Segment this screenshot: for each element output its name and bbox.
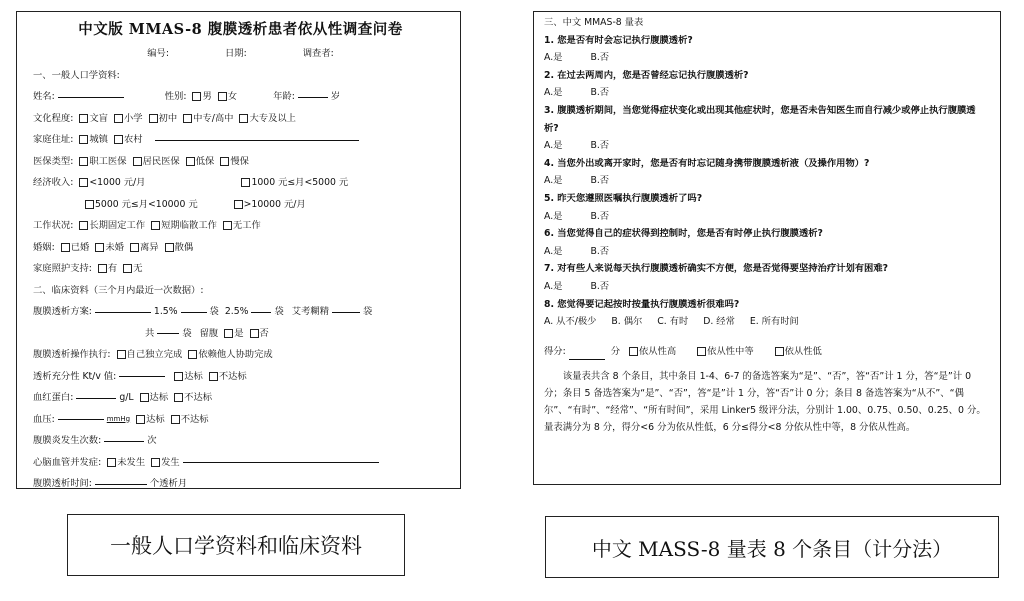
date-label: 日期: — [224, 48, 247, 60]
checkbox[interactable] — [171, 415, 180, 424]
pd-plan-label: 腹膜透析方案: — [33, 306, 92, 318]
operation-label: 腹膜透析操作执行: — [33, 349, 111, 361]
option-label: 5000 元≤月<10000 元 — [95, 198, 198, 210]
option-b[interactable]: B.否 — [590, 87, 610, 99]
concentration-label: 2.5% — [224, 306, 249, 318]
option-a[interactable]: A.是 — [544, 280, 563, 292]
option-label: 居民医保 — [142, 155, 180, 167]
work-row — [33, 215, 448, 237]
number-label: 编号: — [147, 48, 169, 60]
question-4: 4. 当您外出或离开家时，您是否有时忘记随身携带腹膜透析液（及操作用物）? — [544, 157, 870, 169]
address-label: 家庭住址: — [33, 134, 74, 146]
unit-label: 分 — [610, 345, 621, 357]
checkbox[interactable] — [79, 114, 88, 123]
checkbox[interactable] — [114, 135, 123, 144]
questionnaire-title: 中文版 MMAS-8 腹膜透析患者依从性调查问卷 — [78, 21, 403, 38]
checkbox[interactable] — [183, 114, 192, 123]
checkbox[interactable] — [79, 221, 88, 230]
checkbox[interactable] — [209, 372, 218, 381]
option-label: 不达标 — [184, 392, 213, 404]
option-label: 无工作 — [232, 220, 261, 232]
option-b[interactable]: B.否 — [590, 52, 610, 64]
option-label: 自己独立完成 — [126, 349, 183, 361]
answer-options — [544, 243, 990, 261]
option-a[interactable]: A.是 — [544, 52, 563, 64]
checkbox[interactable] — [629, 347, 638, 356]
age-blank[interactable] — [298, 96, 328, 98]
question-3: 3. 腹膜透析期间，当您觉得症状变化或出现其他症状时，您是否未告知医生而自行减少或停止执行腹膜透析? — [544, 104, 976, 134]
peritonitis-label: 腹膜炎发生次数: — [33, 435, 102, 447]
scoring-note: 该量表共含 8 个条目，其中条目 1-4、6-7 的备选答案为“是”、“否”，答“否”计 1 分，答“是”计 0 分；条目 5 备选答案为“是”、“否”，答“是”计 1 分，答“否”计 0 分；条目 8 备选答案为“从不”、“偶尔”、“有时”、“经常”、“所有时间”，采用 Linker5 级评分法，分别计 1.00、0.75、0.50、0.25、0 分。量表满分为 8 分，得分<6 分为依从性低，6 分≤得分<8 分依从性中等，8 分依从性高。 — [544, 371, 986, 433]
option-d[interactable]: D. 经常 — [703, 316, 735, 328]
option-c[interactable]: C. 有时 — [657, 316, 689, 328]
option-label: 不达标 — [218, 370, 247, 382]
blank[interactable] — [157, 332, 179, 334]
blood-pressure-row — [33, 409, 448, 431]
checkbox[interactable] — [149, 114, 158, 123]
checkbox[interactable] — [250, 329, 259, 338]
answer-options — [544, 208, 990, 226]
question-6: 6. 当您觉得自己的症状得到控制时，您是否有时停止执行腹膜透析? — [544, 228, 823, 240]
option-label: 小学 — [123, 112, 143, 124]
hemoglobin-label: 血红蛋白: — [33, 392, 74, 404]
option-label: 散偶 — [174, 241, 194, 253]
income-row — [33, 172, 448, 194]
checkbox[interactable] — [234, 200, 243, 209]
checkbox[interactable] — [114, 114, 123, 123]
unit-label: 岁 — [330, 91, 341, 103]
hemoglobin-row — [33, 387, 448, 409]
checkbox[interactable] — [79, 135, 88, 144]
score-row — [544, 343, 990, 361]
operation-row — [33, 344, 448, 366]
option-label: 长期固定工作 — [89, 220, 146, 232]
option-label: 发生 — [161, 456, 180, 468]
checkbox[interactable] — [130, 243, 139, 252]
concentration-label: 1.5% — [153, 306, 178, 318]
answer-options — [544, 278, 990, 296]
retain-label: 留腹 — [199, 327, 219, 339]
score-label: 得分: — [544, 345, 566, 357]
option-b[interactable]: B.否 — [590, 245, 610, 257]
option-label: 慢保 — [230, 155, 249, 167]
checkbox[interactable] — [224, 329, 233, 338]
blank[interactable] — [332, 311, 360, 313]
option-b[interactable]: B.否 — [590, 175, 610, 187]
name-label: 姓名: — [33, 91, 55, 103]
meta-row — [33, 43, 448, 65]
gender-label: 性别: — [164, 91, 187, 103]
name-blank[interactable] — [58, 96, 124, 98]
blank[interactable] — [76, 397, 116, 399]
checkbox[interactable] — [98, 264, 107, 273]
checkbox[interactable] — [61, 243, 70, 252]
option-label: 农村 — [123, 134, 143, 146]
option-a[interactable]: A.是 — [544, 245, 563, 257]
checkbox[interactable] — [136, 415, 145, 424]
investigator-label: 调查者: — [302, 48, 334, 60]
family-support-row — [33, 258, 448, 280]
unit-label: 袋 — [274, 306, 284, 318]
blank[interactable] — [181, 311, 207, 313]
option-label: 依赖他人协助完成 — [198, 349, 273, 361]
question-7: 7. 对有些人来说每天执行腹膜透析确实不方便，您是否觉得要坚持治疗计划有困难? — [544, 263, 889, 275]
option-label: <1000 元/月 — [89, 177, 146, 189]
marriage-row — [33, 237, 448, 259]
family-support-label: 家庭照护支持: — [33, 263, 92, 275]
education-label: 文化程度: — [33, 112, 74, 124]
option-label: 达标 — [146, 413, 165, 425]
option-label: 依从性低 — [784, 345, 822, 357]
address-blank[interactable] — [155, 139, 359, 141]
checkbox[interactable] — [79, 178, 88, 187]
option-label: 不达标 — [180, 413, 209, 425]
checkbox[interactable] — [79, 157, 88, 166]
insurance-label: 医保类型: — [33, 155, 74, 167]
mmas8-scale — [533, 11, 1001, 485]
age-label: 年龄: — [273, 91, 295, 103]
income-row-2 — [33, 194, 448, 216]
blank[interactable] — [104, 440, 144, 442]
option-label: 达标 — [184, 370, 203, 382]
unit-label: 袋 — [363, 306, 373, 318]
unit-label: g/L — [119, 392, 134, 404]
checkbox[interactable] — [107, 458, 116, 467]
option-label: 职工医保 — [89, 155, 127, 167]
option-label: 中专/高中 — [193, 112, 234, 124]
option-b[interactable]: B. 偶尔 — [611, 316, 643, 328]
checkbox[interactable] — [117, 350, 126, 359]
checkbox[interactable] — [140, 393, 149, 402]
checkbox[interactable] — [241, 178, 250, 187]
blank[interactable] — [251, 311, 271, 313]
checkbox[interactable] — [223, 221, 232, 230]
option-label: 有 — [107, 263, 118, 275]
checkbox[interactable] — [133, 157, 142, 166]
option-label: 已婚 — [70, 241, 90, 253]
option-a[interactable]: A. 从不/极少 — [544, 316, 597, 328]
option-label: 初中 — [158, 112, 178, 124]
question-8: 8. 您觉得要记起按时按量执行腹膜透析很难吗? — [544, 298, 740, 310]
caption-right: 中文 MASS-8 量表 8 个条目（计分法） — [545, 516, 999, 578]
option-b[interactable]: B.否 — [590, 210, 610, 222]
question-2: 2. 在过去两周内，您是否曾经忘记执行腹膜透析? — [544, 69, 749, 81]
option-label: 否 — [259, 327, 269, 339]
checkbox[interactable] — [188, 350, 197, 359]
marriage-label: 婚姻: — [33, 241, 55, 253]
section-heading: 二、临床资料（三个月内最近一次数据）: — [33, 284, 204, 296]
education-row — [33, 108, 448, 130]
icodextrin-label: 艾考糊精 — [291, 306, 329, 318]
option-a[interactable]: A.是 — [544, 210, 563, 222]
option-b[interactable]: B.否 — [590, 140, 610, 152]
cvd-label: 心脑血管并发症: — [33, 456, 102, 468]
answer-options — [544, 137, 990, 155]
pd-time-row — [33, 473, 448, 489]
unit-label: 个透析月 — [149, 478, 188, 489]
option-b[interactable]: B.否 — [590, 280, 610, 292]
checkbox[interactable] — [85, 200, 94, 209]
name-row — [33, 86, 448, 108]
ktv-label: 透析充分性 Kt/v 值: — [33, 370, 117, 382]
option-label: 是 — [234, 327, 244, 339]
checkbox[interactable] — [192, 92, 201, 101]
checkbox[interactable] — [151, 221, 160, 230]
option-label: 依从性高 — [638, 345, 677, 357]
option-e[interactable]: E. 所有时间 — [749, 316, 799, 328]
insurance-row — [33, 151, 448, 173]
checkbox[interactable] — [174, 393, 183, 402]
option-label: 未发生 — [117, 456, 146, 468]
checkbox[interactable] — [95, 243, 104, 252]
blank[interactable] — [95, 311, 151, 313]
checkbox[interactable] — [218, 92, 227, 101]
question-1: 1. 您是否有时会忘记执行腹膜透析? — [544, 34, 693, 46]
option-label: 短期临散工作 — [161, 220, 217, 232]
option-label: 城镇 — [89, 134, 108, 146]
option-label: 离异 — [139, 241, 159, 253]
unit-label: 次 — [147, 435, 157, 447]
blood-pressure-label: 血压: — [33, 413, 55, 425]
q8-options — [544, 313, 990, 331]
checkbox[interactable] — [165, 243, 174, 252]
unit-label: mmHg — [106, 414, 131, 423]
answer-options — [544, 49, 990, 67]
section-heading: 一、一般人口学资料: — [33, 69, 120, 81]
checkbox[interactable] — [697, 347, 706, 356]
option-label: 无 — [133, 263, 143, 275]
score-blank[interactable] — [569, 358, 605, 360]
pd-time-label: 腹膜透析时间: — [33, 478, 92, 489]
checkbox[interactable] — [174, 372, 183, 381]
option-label: 未婚 — [105, 241, 124, 253]
checkbox[interactable] — [220, 157, 229, 166]
option-label: 男 — [202, 91, 212, 103]
scale-heading: 三、中文 MMAS-8 量表 — [544, 17, 644, 28]
option-a[interactable]: A.是 — [544, 175, 563, 187]
option-label: 达标 — [149, 392, 169, 404]
blank[interactable] — [58, 418, 104, 420]
unit-label: 袋 — [209, 306, 219, 318]
option-a[interactable]: A.是 — [544, 140, 563, 152]
option-label: 大专及以上 — [249, 112, 296, 124]
checkbox[interactable] — [775, 347, 784, 356]
blank[interactable] — [95, 483, 147, 485]
option-label: 文盲 — [89, 112, 108, 124]
option-label: 低保 — [195, 155, 215, 167]
checkbox[interactable] — [186, 157, 195, 166]
cvd-row — [33, 452, 448, 474]
option-label: >10000 元/月 — [243, 198, 306, 210]
option-label: 女 — [227, 91, 238, 103]
blank[interactable] — [119, 375, 165, 377]
unit-label: 袋 — [182, 327, 192, 339]
income-label: 经济收入: — [33, 177, 74, 189]
general-info-questionnaire — [16, 11, 461, 489]
checkbox[interactable] — [151, 458, 160, 467]
answer-options — [544, 84, 990, 102]
pd-total-row — [33, 323, 448, 345]
option-label: 1000 元≤月<5000 元 — [251, 177, 349, 189]
work-label: 工作状况: — [33, 220, 74, 232]
peritonitis-row — [33, 430, 448, 452]
caption-left: 一般人口学资料和临床资料 — [67, 514, 405, 576]
checkbox[interactable] — [239, 114, 248, 123]
checkbox[interactable] — [123, 264, 132, 273]
option-label: 依从性中等 — [707, 345, 754, 357]
ktv-row — [33, 366, 448, 388]
answer-options — [544, 172, 990, 190]
question-5: 5. 昨天您遵照医嘱执行腹膜透析了吗? — [544, 192, 703, 204]
address-row — [33, 129, 448, 151]
pd-plan-row — [33, 301, 448, 323]
blank[interactable] — [183, 461, 379, 463]
option-a[interactable]: A.是 — [544, 87, 563, 99]
total-label: 共 — [145, 327, 155, 339]
